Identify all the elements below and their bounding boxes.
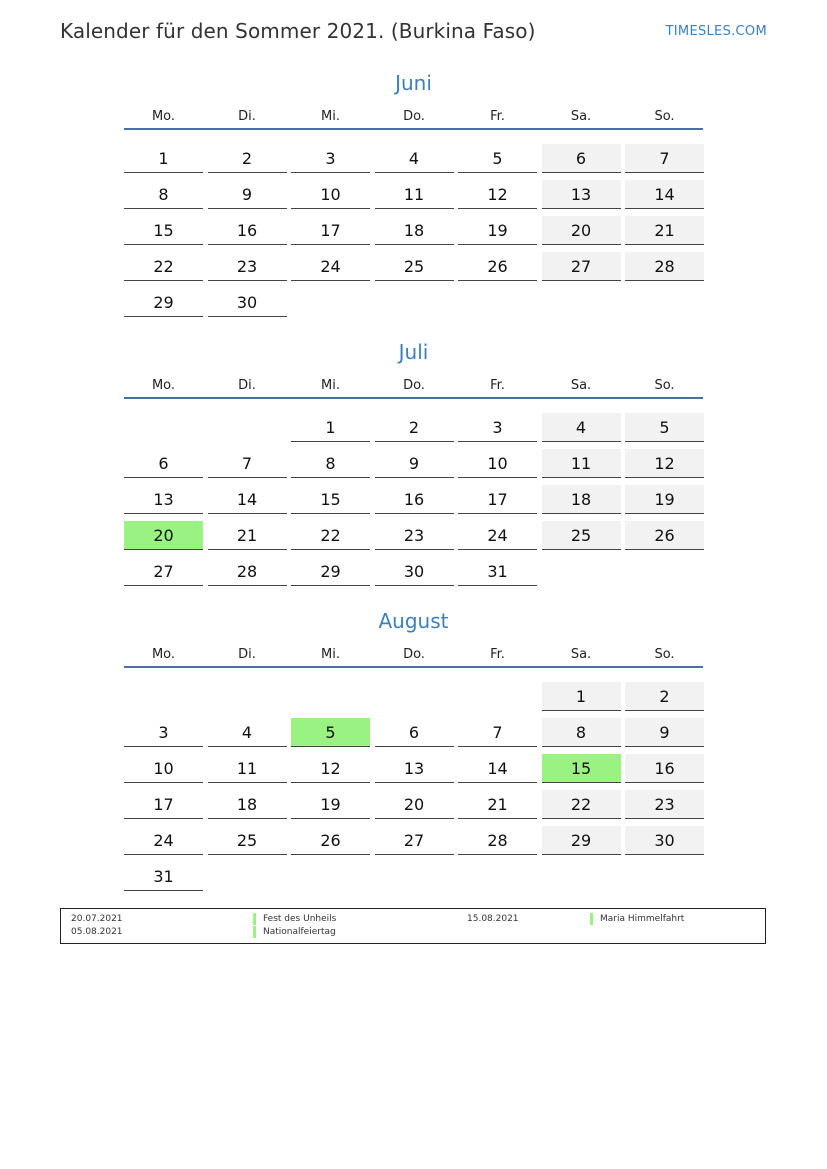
day-cell[interactable]: 27 <box>124 557 203 586</box>
day-cell[interactable]: 22 <box>124 252 203 281</box>
day-cell[interactable]: 1 <box>291 413 370 442</box>
day-cell[interactable]: 28 <box>458 826 537 855</box>
day-cell[interactable]: 19 <box>291 790 370 819</box>
day-cell[interactable]: 4 <box>208 718 287 747</box>
day-cell[interactable]: 10 <box>291 180 370 209</box>
day-cell[interactable]: 7 <box>208 449 287 478</box>
weekday-header <box>124 646 703 668</box>
day-cell[interactable]: 18 <box>375 216 454 245</box>
day-cell[interactable]: 29 <box>124 288 203 317</box>
day-cell[interactable]: 27 <box>542 252 621 281</box>
day-cell[interactable]: 13 <box>124 485 203 514</box>
weekday-label: Sa. <box>570 109 592 124</box>
day-cell[interactable]: 24 <box>458 521 537 550</box>
day-cell[interactable]: 14 <box>625 180 704 209</box>
legend-holiday-name: Fest des Unheils <box>253 913 336 925</box>
day-cell[interactable]: 9 <box>208 180 287 209</box>
day-cell[interactable]: 11 <box>208 754 287 783</box>
day-cell[interactable]: 10 <box>124 754 203 783</box>
day-cell[interactable]: 5 <box>625 413 704 442</box>
weekday-label: Mo. <box>151 109 176 124</box>
day-cell-holiday[interactable]: 20 <box>124 521 203 550</box>
legend-holiday-name: Maria Himmelfahrt <box>590 913 684 925</box>
day-cell[interactable]: 21 <box>208 521 287 550</box>
weekday-label: Mi. <box>321 378 340 393</box>
day-cell[interactable]: 17 <box>124 790 203 819</box>
weekday-label: Fr. <box>490 378 505 393</box>
day-cell[interactable]: 8 <box>542 718 621 747</box>
day-cell[interactable]: 6 <box>542 144 621 173</box>
day-cell[interactable]: 15 <box>124 216 203 245</box>
day-cell[interactable]: 11 <box>375 180 454 209</box>
month-title: Juni <box>395 71 432 95</box>
day-cell[interactable]: 19 <box>458 216 537 245</box>
day-cell[interactable]: 30 <box>375 557 454 586</box>
day-cell[interactable]: 26 <box>291 826 370 855</box>
day-cell[interactable]: 2 <box>208 144 287 173</box>
weekday-label: Di. <box>238 647 256 662</box>
day-cell[interactable]: 4 <box>375 144 454 173</box>
day-cell[interactable]: 25 <box>542 521 621 550</box>
site-link[interactable]: TIMESLES.COM <box>665 24 767 39</box>
day-cell[interactable]: 12 <box>625 449 704 478</box>
day-cell[interactable]: 1 <box>124 144 203 173</box>
weekday-label: So. <box>654 109 675 124</box>
weekday-label: Fr. <box>490 109 505 124</box>
weekday-label: Mo. <box>151 647 176 662</box>
month-calendar-july <box>124 339 703 599</box>
day-cell[interactable]: 31 <box>124 862 203 891</box>
weekday-label: Do. <box>403 109 425 124</box>
day-cell[interactable]: 24 <box>291 252 370 281</box>
month-calendar-june <box>124 70 703 330</box>
day-cell[interactable]: 11 <box>542 449 621 478</box>
day-cell[interactable]: 13 <box>542 180 621 209</box>
day-cell[interactable]: 28 <box>208 557 287 586</box>
day-cell[interactable]: 14 <box>458 754 537 783</box>
day-cell[interactable]: 22 <box>542 790 621 819</box>
day-cell[interactable]: 9 <box>375 449 454 478</box>
day-cell[interactable]: 7 <box>458 718 537 747</box>
day-cell-holiday[interactable]: 15 <box>542 754 621 783</box>
day-cell[interactable]: 9 <box>625 718 704 747</box>
day-cell[interactable]: 13 <box>375 754 454 783</box>
day-cell[interactable]: 15 <box>291 485 370 514</box>
day-cell[interactable]: 14 <box>208 485 287 514</box>
day-cell[interactable]: 28 <box>625 252 704 281</box>
weekday-label: So. <box>654 647 675 662</box>
day-cell[interactable]: 18 <box>208 790 287 819</box>
day-cell[interactable]: 17 <box>458 485 537 514</box>
day-cell[interactable]: 6 <box>124 449 203 478</box>
day-cell[interactable]: 21 <box>458 790 537 819</box>
weekday-label: Di. <box>238 378 256 393</box>
day-cell[interactable]: 23 <box>208 252 287 281</box>
weekday-label: Mo. <box>151 378 176 393</box>
day-cell[interactable]: 12 <box>458 180 537 209</box>
day-cell[interactable]: 27 <box>375 826 454 855</box>
day-cell[interactable]: 8 <box>291 449 370 478</box>
day-cell[interactable]: 29 <box>291 557 370 586</box>
day-cell[interactable]: 29 <box>542 826 621 855</box>
day-cell[interactable]: 21 <box>625 216 704 245</box>
weekday-label: Do. <box>403 647 425 662</box>
day-cell[interactable]: 26 <box>458 252 537 281</box>
weekday-label: Di. <box>238 109 256 124</box>
day-cell[interactable]: 18 <box>542 485 621 514</box>
legend-holiday-name: Nationalfeiertag <box>253 926 336 938</box>
day-cell[interactable]: 23 <box>375 521 454 550</box>
day-cell[interactable]: 6 <box>375 718 454 747</box>
weekday-label: Mi. <box>321 647 340 662</box>
day-cell[interactable]: 3 <box>124 718 203 747</box>
month-calendar-august <box>124 608 703 898</box>
day-cell[interactable]: 30 <box>208 288 287 317</box>
weekday-label: Mi. <box>321 109 340 124</box>
month-title: Juli <box>398 340 429 364</box>
day-cell[interactable]: 16 <box>208 216 287 245</box>
day-cell[interactable]: 7 <box>625 144 704 173</box>
day-cell[interactable]: 19 <box>625 485 704 514</box>
weekday-header <box>124 377 703 399</box>
weekday-header <box>124 108 703 130</box>
holiday-legend <box>60 908 766 944</box>
day-cell[interactable]: 10 <box>458 449 537 478</box>
day-cell[interactable]: 25 <box>208 826 287 855</box>
day-cell[interactable]: 17 <box>291 216 370 245</box>
day-cell[interactable]: 24 <box>124 826 203 855</box>
day-cell[interactable]: 12 <box>291 754 370 783</box>
day-cell[interactable]: 16 <box>625 754 704 783</box>
day-cell[interactable]: 20 <box>375 790 454 819</box>
day-cell-holiday[interactable]: 5 <box>291 718 370 747</box>
legend-date: 15.08.2021 <box>467 914 519 924</box>
day-cell[interactable]: 3 <box>291 144 370 173</box>
weekday-label: Fr. <box>490 647 505 662</box>
day-cell[interactable]: 30 <box>625 826 704 855</box>
day-cell[interactable]: 25 <box>375 252 454 281</box>
day-cell[interactable]: 3 <box>458 413 537 442</box>
day-cell[interactable]: 22 <box>291 521 370 550</box>
page-title: Kalender für den Sommer 2021. (Burkina Faso) <box>60 19 536 43</box>
weekday-label: Sa. <box>570 647 592 662</box>
day-cell[interactable]: 20 <box>542 216 621 245</box>
legend-date: 20.07.2021 <box>71 914 123 924</box>
day-cell[interactable]: 4 <box>542 413 621 442</box>
day-cell[interactable]: 1 <box>542 682 621 711</box>
day-cell[interactable]: 2 <box>375 413 454 442</box>
day-cell[interactable]: 16 <box>375 485 454 514</box>
weekday-label: So. <box>654 378 675 393</box>
legend-date: 05.08.2021 <box>71 927 123 937</box>
month-title: August <box>378 609 449 633</box>
day-cell[interactable]: 23 <box>625 790 704 819</box>
weekday-label: Sa. <box>570 378 592 393</box>
day-cell[interactable]: 26 <box>625 521 704 550</box>
day-cell[interactable]: 2 <box>625 682 704 711</box>
day-cell[interactable]: 31 <box>458 557 537 586</box>
day-cell[interactable]: 5 <box>458 144 537 173</box>
day-cell[interactable]: 8 <box>124 180 203 209</box>
weekday-label: Do. <box>403 378 425 393</box>
